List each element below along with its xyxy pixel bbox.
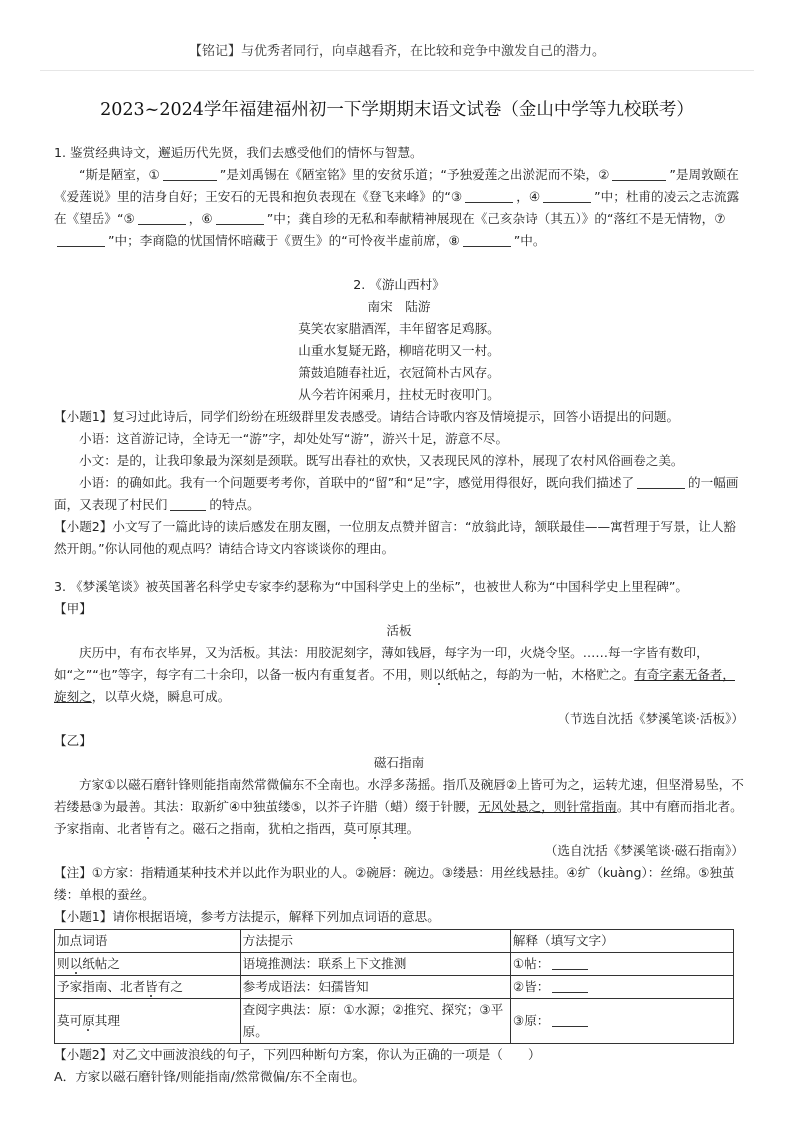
q1-body	[54, 164, 744, 252]
question-3	[54, 576, 744, 1088]
q1-text-b: ”是刘禹锡在《陋室铭》里的安贫乐道；“予独爱莲之出淤泥而不染，②	[219, 167, 610, 182]
dialogue-xiaowen: 小文：是的，让我印象最为深刻是颈联。既写出春社的欢快，又表现民风的淳朴，展现了农村风俗画卷之美。	[79, 453, 684, 468]
answer-blank-6[interactable]	[216, 210, 264, 225]
table-cell-answer	[510, 999, 733, 1044]
answer-blank-2[interactable]	[612, 166, 666, 181]
vocab-table	[54, 929, 734, 1044]
q1-text-c: ”是周敦颐在《爱莲说》里的洁身自好；王安石的无畏和抱负表现在《登飞来峰》的“③	[54, 167, 739, 204]
answer-blank-trait[interactable]	[170, 496, 206, 511]
answer-blank-tie[interactable]	[552, 955, 588, 970]
answer-blank-jie[interactable]	[552, 978, 588, 993]
q1-text-a: “斯是陋室，①	[79, 167, 160, 182]
answer-label: ①帖：	[512, 956, 550, 971]
question-2	[54, 274, 744, 560]
poem-author: 南宋 陆游	[367, 299, 431, 314]
passage-jia-body	[54, 642, 744, 708]
table-cell-word: 则以纸帖之	[55, 953, 241, 976]
answer-blank-1[interactable]	[163, 166, 217, 181]
jia-text-3: ，以草火烧，瞬息可成。	[91, 689, 231, 704]
passage-yi-source: （选自沈括《梦溪笔谈·磁石指南》）	[544, 843, 744, 858]
answer-blank-7[interactable]	[57, 232, 105, 247]
q3-intro: 3. 《梦溪笔谈》被英国著名科学史专家李约瑟称为“中国科学史上的坐标”，也被世人称为“中国科学史上里程碑”。	[54, 579, 689, 594]
q2-sub1: 【小题1】复习过此诗后，同学们纷纷在班级群里发表感受。请结合诗歌内容及情境提示，回答小语提出的问题。	[54, 409, 680, 424]
table-header: 解释（填写文字）	[510, 930, 733, 953]
table-cell-method: 查阅字典法：原：①水源；②推究、探究；③平原。	[240, 999, 510, 1044]
q1-text-d: ，④	[516, 189, 541, 204]
poem-line: 莫笑农家腊酒浑，丰年留客足鸡豚。	[298, 321, 500, 336]
table-header-row	[55, 930, 734, 953]
answer-blank-8[interactable]	[463, 232, 511, 247]
question-1	[54, 142, 744, 252]
passage-jia-title: 活板	[386, 623, 412, 638]
dotted-word-jie: 皆	[142, 821, 155, 836]
table-row	[55, 976, 734, 999]
table-cell-word: 莫可原其理	[55, 999, 241, 1044]
q1-text-h: ”中；李商隐的忧国情怀暗藏于《贾生》的“可怜夜半虚前席，⑧	[108, 233, 460, 248]
q2-heading: 2. 《游山西村》	[353, 277, 445, 292]
q3-sub1: 【小题1】请你根据语境，参考方法提示，解释下列加点词语的意思。	[54, 909, 440, 924]
q2-sub2: 【小题2】小文写了一篇此诗的读后感发在朋友圈，一位朋友点赞并留言：“放翁此诗，颔联最佳——寓哲理于写景，让人豁然开朗。”你认同他的观点吗？请结合诗文内容谈谈你的理由。	[54, 519, 737, 556]
table-row	[55, 999, 734, 1044]
table-header: 加点词语	[55, 930, 241, 953]
q1-text-e: ”中；杜甫的凌云之志流露在《望岳》“⑤	[54, 189, 740, 226]
dialogue-xiaoyu-2	[54, 472, 744, 516]
underlined-sentence: 有奇字素无备者，旋刻之	[54, 667, 735, 704]
yi-text-3: 有之。磁石之指南，犹柏之指西，莫可	[154, 821, 369, 836]
answer-blank-5[interactable]	[138, 210, 186, 225]
option-a[interactable]: A．方家以磁石磨针锋/则能指南/然常微偏/东不全南也。	[54, 1069, 366, 1084]
poem-line: 山重水复疑无路，柳暗花明又一村。	[298, 343, 500, 358]
dialogue-text-b: 的一幅画面，又表现了村民们	[54, 475, 739, 512]
dialogue-text-c: 的特点。	[209, 497, 260, 512]
table-cell-answer	[510, 976, 733, 999]
answer-blank-yuan[interactable]	[552, 1012, 588, 1027]
answer-blank-4[interactable]	[543, 188, 591, 203]
passage-yi-label: 【乙】	[54, 733, 92, 748]
dotted-word: 皆	[145, 979, 158, 994]
header-motto: 【铭记】与优秀者同行，向卓越看齐，在比较和竞争中激发自己的潜力。	[188, 44, 605, 59]
underlined-sentence: 无风处悬之，则针常指南	[478, 799, 617, 814]
table-cell-answer	[510, 953, 733, 976]
passage-jia-source: （节选自沈括《梦溪笔谈·活板》）	[557, 711, 744, 726]
poem-line: 从今若许闲乘月，拄杖无时夜叩门。	[298, 387, 500, 402]
q1-text-i: ”中。	[513, 233, 546, 248]
poem-line: 箫鼓追随春社近，衣冠简朴古风存。	[298, 365, 500, 380]
jia-text-2: 纸帖之，每韵为一帖，木格贮之。	[445, 667, 635, 682]
dotted-word-yuan: 原	[368, 821, 382, 836]
table-row	[55, 953, 734, 976]
yi-text-4: 其理。	[381, 821, 420, 836]
header-divider	[40, 70, 754, 71]
answer-label: ③原：	[512, 1013, 550, 1028]
exam-content	[54, 142, 744, 1088]
passage-jia-label: 【甲】	[54, 601, 92, 616]
yi-text-1: 方家①以磁石磨针锋则能指南然常微偏东不全南也。水浮多荡摇。指爪及碗唇②上皆可为之，运转尤速，但坚滑易坠，不若缕悬③为最善。其法：取新纩④中独茧缕⑤，以芥子许腊（蜡）缀于针腰，	[54, 777, 744, 814]
table-cell-method: 语境推测法：联系上下文推测	[240, 953, 510, 976]
q3-sub2: 【小题2】对乙文中画波浪线的句子，下列四种断句方案，你认为正确的一项是（ ）	[54, 1047, 541, 1062]
answer-blank-3[interactable]	[465, 188, 513, 203]
q1-text-f: ，⑥	[188, 211, 213, 226]
passage-yi-title: 磁石指南	[373, 755, 425, 770]
q1-text-g: ”中；龚自珍的无私和奉献精神展现在《己亥杂诗（其五）》的“落红不是无情物，⑦	[266, 211, 726, 226]
answer-blank-scene[interactable]	[637, 474, 685, 489]
annotation-note: 【注】①方家：指精通某种技术并以此作为职业的人。②碗唇：碗边。③缕悬：用丝线悬挂。④纩（kuàng）：丝绵。⑤独茧缕：单根的蚕丝。	[54, 865, 735, 902]
dotted-word: 以	[69, 956, 83, 971]
dialogue-xiaoyu-1: 小语：这首游记诗，全诗无一“游”字，却处处写“游”，游兴十足，游意不尽。	[79, 431, 509, 446]
q1-stem: 1. 鉴赏经典诗文，邂逅历代先贤，我们去感受他们的情怀与智慧。	[54, 145, 423, 160]
passage-yi-body	[54, 774, 744, 840]
dotted-word: 原	[82, 1013, 95, 1028]
yi-text-2: 。其中有磨而指北者。予家指南、北者	[54, 799, 743, 836]
table-cell-method: 参考成语法：妇孺皆知	[240, 976, 510, 999]
jia-text-1: 庆历中，有布衣毕昇，又为活板。其法：用胶泥刻字，薄如钱唇，每字为一印，火烧令坚。……每一字皆有数印，如“之”“也”等字，每字有二十余印，以备一板内有重复者。不用，则	[54, 645, 709, 682]
table-cell-word: 予家指南、北者皆有之	[55, 976, 241, 999]
dialogue-text-a: 小语：的确如此。我有一个问题要考考你，首联中的“留”和“足”字，感觉用得很好，既向我们描述了	[79, 475, 635, 490]
table-header: 方法提示	[240, 930, 510, 953]
dotted-word-yi: 以	[432, 667, 446, 682]
answer-label: ②皆：	[512, 979, 550, 994]
page-title: 2023~2024学年福建福州初一下学期期末语文试卷（金山中学等九校联考）	[100, 100, 694, 120]
